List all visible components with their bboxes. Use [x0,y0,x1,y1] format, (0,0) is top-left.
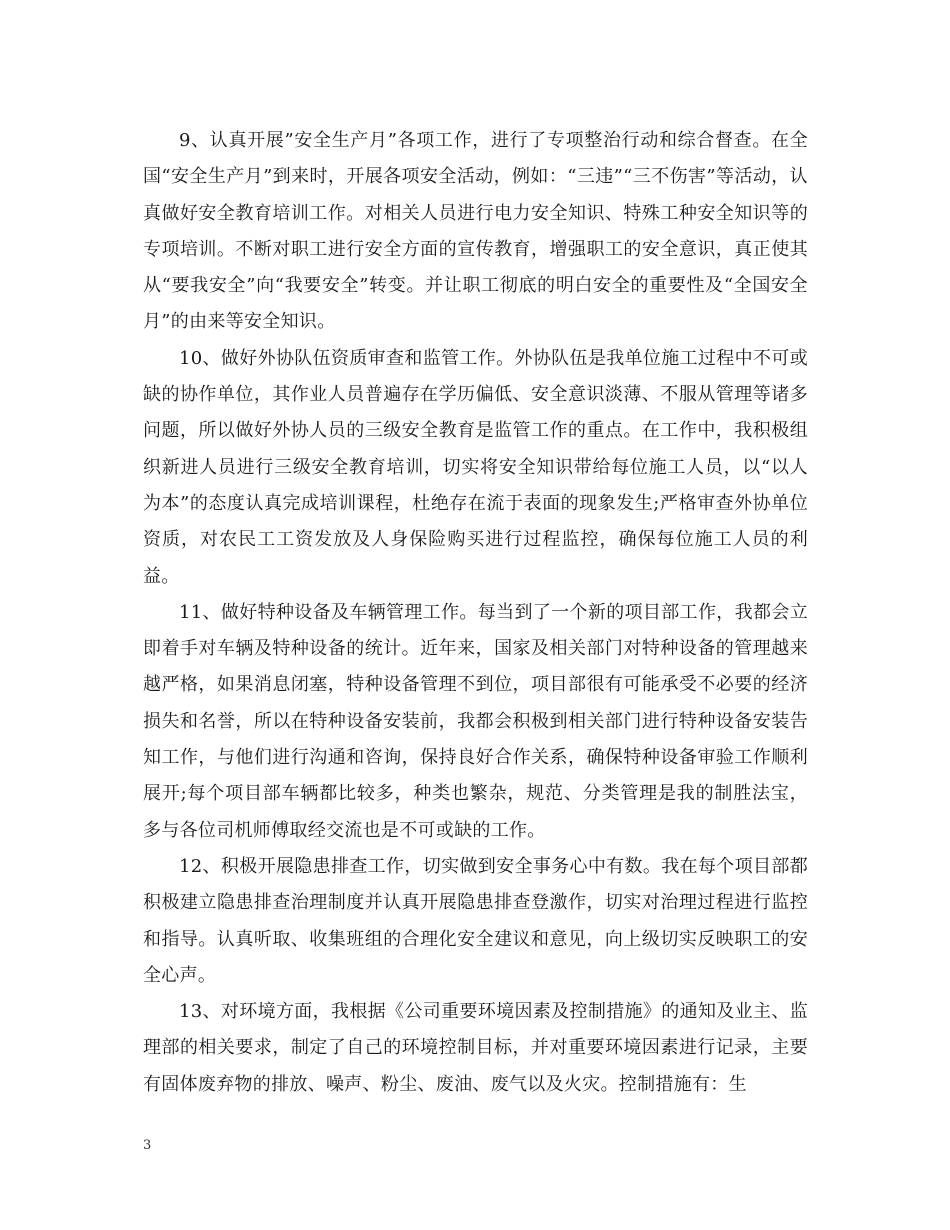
page-number: 3 [143,1138,152,1153]
paragraph-item-9: 9、认真开展”安全生产月”各项工作，进行了专项整治行动和综合督查。在全国“安全生产月”到来时，开展各项安全活动，例如：“三违”“三不伤害”等活动，认真做好安全教育培训工作。对相关人员进行电力安全知识、特殊工种安全知识等的专项培训。不断对职工进行安全方面的宣传教育，增强职工的安全意识，真正使其从“要我安全”向“我要安全”转变。并让职工彻底的明白安全的重要性及“全国安全月”的由来等安全知识。 [143,130,808,333]
paragraph-item-11: 11、做好特种设备及车辆管理工作。每当到了一个新的项目部工作，我都会立即着手对车辆及特种设备的统计。近年来，国家及相关部门对特种设备的管理越来越严格，如果消息闭塞，特种设备管理不到位，项目部很有可能承受不必要的经济损失和名誉，所以在特种设备安装前，我都会积极到相关部门进行特种设备安装告知工作，与他们进行沟通和咨询，保持良好合作关系，确保特种设备审验工作顺利展开;每个项目部车辆都比较多，种类也繁杂，规范、分类管理是我的制胜法宝，多与各位司机师傅取经交流也是不可或缺的工作。 [143,601,808,841]
document-body [143,123,808,1103]
paragraph-item-13: 13、对环境方面，我根据《公司重要环境因素及控制措施》的通知及业主、监理部的相关要求，制定了自己的环境控制目标，并对重要环境因素进行记录，主要有固体废弃物的排放、噪声、粉尘、废油、废气以及火灾。控制措施有：生 [143,1001,808,1095]
paragraph-item-12: 12、积极开展隐患排查工作，切实做到安全事务心中有数。我在每个项目部都积极建立隐患排查治理制度并认真开展隐患排查登激作，切实对治理过程进行监控和指导。认真听取、收集班组的合理化安全建议和意见，向上级切实反映职工的安全心声。 [143,855,808,986]
paragraph-item-10: 10、做好外协队伍资质审查和监管工作。外协队伍是我单位施工过程中不可或缺的协作单位，其作业人员普遍存在学历偏低、安全意识淡薄、不服从管理等诸多问题，所以做好外协人员的三级安全教育是监管工作的重点。在工作中，我积极组织新进人员进行三级安全教育培训，切实将安全知识带给每位施工人员，以“以人为本”的态度认真完成培训课程，杜绝存在流于表面的现象发生;严格审查外协单位资质，对农民工工资发放及人身保险购买进行过程监控，确保每位施工人员的利益。 [143,347,808,587]
